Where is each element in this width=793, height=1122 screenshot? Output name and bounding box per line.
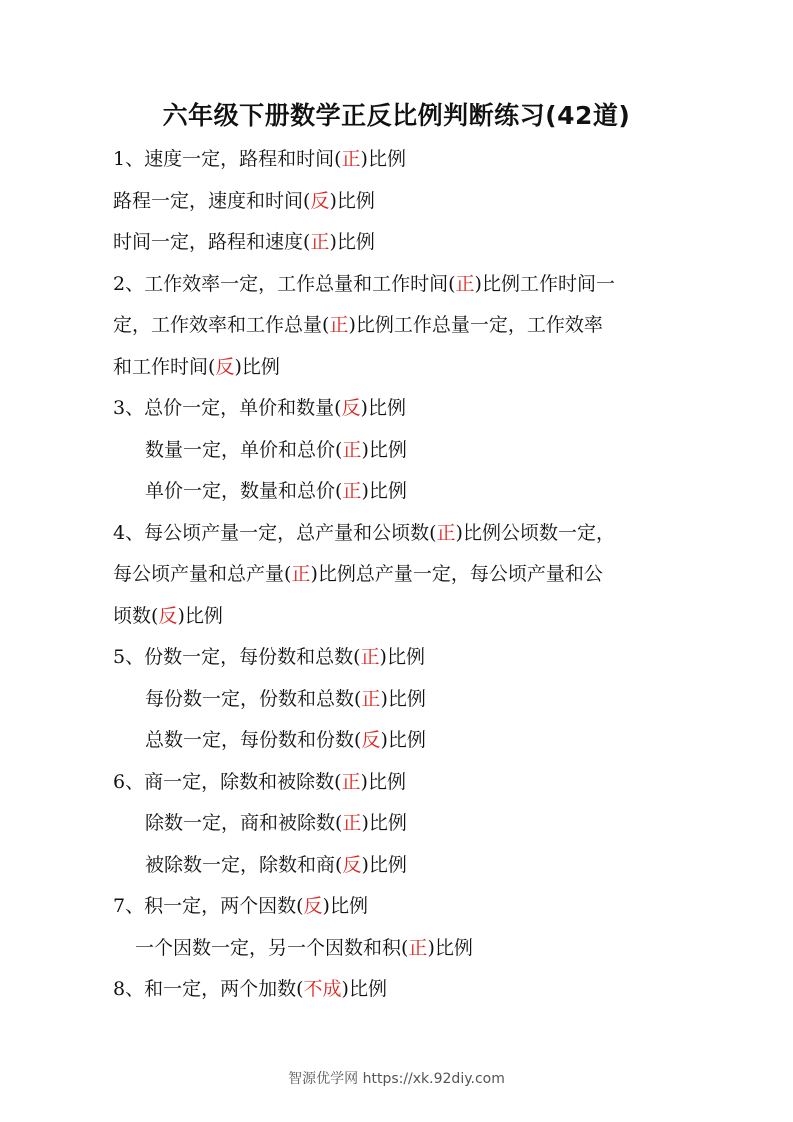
answer-text: 反 (215, 355, 235, 378)
line-text: )比例 (361, 438, 407, 461)
answer-text: 正 (408, 936, 428, 959)
line-text: 路程一定，速度和时间( (113, 189, 311, 212)
exercise-line (113, 433, 685, 475)
line-text: 单价一定，数量和总价( (145, 480, 343, 502)
answer-text: 正 (360, 646, 380, 668)
answer-text: 正 (329, 314, 349, 336)
answer-text: 反 (342, 853, 362, 876)
exercise-line (113, 391, 685, 433)
answer-text: 正 (361, 687, 381, 710)
answer-text: 正 (342, 438, 362, 461)
answer-text: 反 (361, 729, 381, 751)
line-text: 2、工作效率一定，工作总量和工作时间( (113, 272, 456, 295)
exercise-line (113, 267, 685, 309)
exercise-line (113, 682, 685, 724)
line-text: 1、速度一定，路程和时间( (113, 148, 342, 170)
line-text: )比例公顷数一定， (455, 521, 615, 544)
line-text: 定，工作效率和工作总量( (113, 314, 330, 336)
line-text: )比例 (361, 853, 407, 876)
answer-text: 正 (342, 812, 362, 834)
answer-text: 反 (341, 397, 361, 419)
exercise-line (113, 889, 685, 931)
exercise-line (113, 142, 685, 184)
line-text: 每份数一定，份数和总数( (145, 687, 362, 710)
exercise-line (113, 806, 685, 848)
exercise-line (113, 723, 685, 765)
answer-text: 反 (303, 895, 323, 917)
answer-text: 正 (455, 272, 475, 295)
answer-text: 反 (158, 604, 178, 627)
line-text: 和工作时间( (113, 355, 216, 378)
exercise-line (113, 516, 685, 558)
line-text: 3、总价一定，单价和数量( (113, 397, 342, 419)
exercise-line (113, 184, 685, 226)
line-text: )比例 (379, 646, 425, 668)
line-text: )比例 (360, 770, 406, 793)
line-text: 除数一定，商和被除数( (145, 812, 343, 834)
page-title: 六年级下册数学正反比例判断练习(42道) (162, 101, 631, 130)
answer-text: 反 (310, 189, 330, 212)
line-text: 每公顷产量和总产量( (113, 563, 292, 585)
exercise-line (113, 308, 685, 350)
exercise-line (113, 765, 685, 807)
answer-text: 正 (341, 770, 361, 793)
exercise-line (113, 972, 685, 1014)
exercise-line (113, 225, 685, 267)
line-text: 顷数( (113, 604, 159, 627)
exercise-line (113, 931, 685, 973)
footer-watermark: 智源优学网 https://xk.92diy.com (288, 1071, 505, 1087)
line-text: )比例 (380, 729, 426, 751)
exercise-line (113, 599, 685, 641)
answer-text: 正 (341, 148, 361, 170)
line-text: )比例 (329, 189, 375, 212)
answer-text: 不成 (303, 978, 342, 1000)
line-text: 数量一定，单价和总价( (145, 438, 343, 461)
line-text: )比例 (360, 397, 406, 419)
answer-text: 正 (342, 480, 362, 502)
line-text: )比例 (380, 687, 426, 710)
line-text: 总数一定，每份数和份数( (145, 729, 362, 751)
exercise-line (113, 848, 685, 890)
line-text: 8、和一定，两个加数( (113, 978, 304, 1000)
line-text: )比例 (361, 812, 407, 834)
line-text: )比例 (341, 978, 387, 1000)
line-text: )比例 (360, 148, 406, 170)
line-text: )比例 (427, 936, 473, 959)
line-text: )比例 (234, 355, 280, 378)
line-text: 6、商一定，除数和被除数( (113, 770, 342, 793)
line-text: 5、份数一定，每份数和总数( (113, 646, 361, 668)
exercise-line (113, 350, 685, 392)
line-text: 4、每公顷产量一定，总产量和公顷数( (113, 521, 437, 544)
line-text: 7、积一定，两个因数( (113, 895, 304, 917)
answer-text: 正 (291, 563, 311, 585)
exercise-line (113, 640, 685, 682)
line-text: )比例工作总量一定，工作效率 (348, 314, 603, 336)
line-text: 被除数一定，除数和商( (145, 853, 343, 876)
line-text: )比例工作时间一 (474, 272, 615, 295)
line-text: )比例 (361, 480, 407, 502)
exercise-line (113, 557, 685, 599)
line-text: 时间一定，路程和速度( (113, 231, 311, 253)
answer-text: 正 (310, 231, 330, 253)
line-text: )比例总产量一定，每公顷产量和公 (310, 563, 603, 585)
line-text: )比例 (329, 231, 375, 253)
line-text: )比例 (177, 604, 223, 627)
line-text: 一个因数一定，另一个因数和积( (135, 936, 409, 959)
exercise-list (113, 142, 685, 1014)
answer-text: 正 (436, 521, 456, 544)
line-text: )比例 (322, 895, 368, 917)
exercise-line (113, 474, 685, 516)
